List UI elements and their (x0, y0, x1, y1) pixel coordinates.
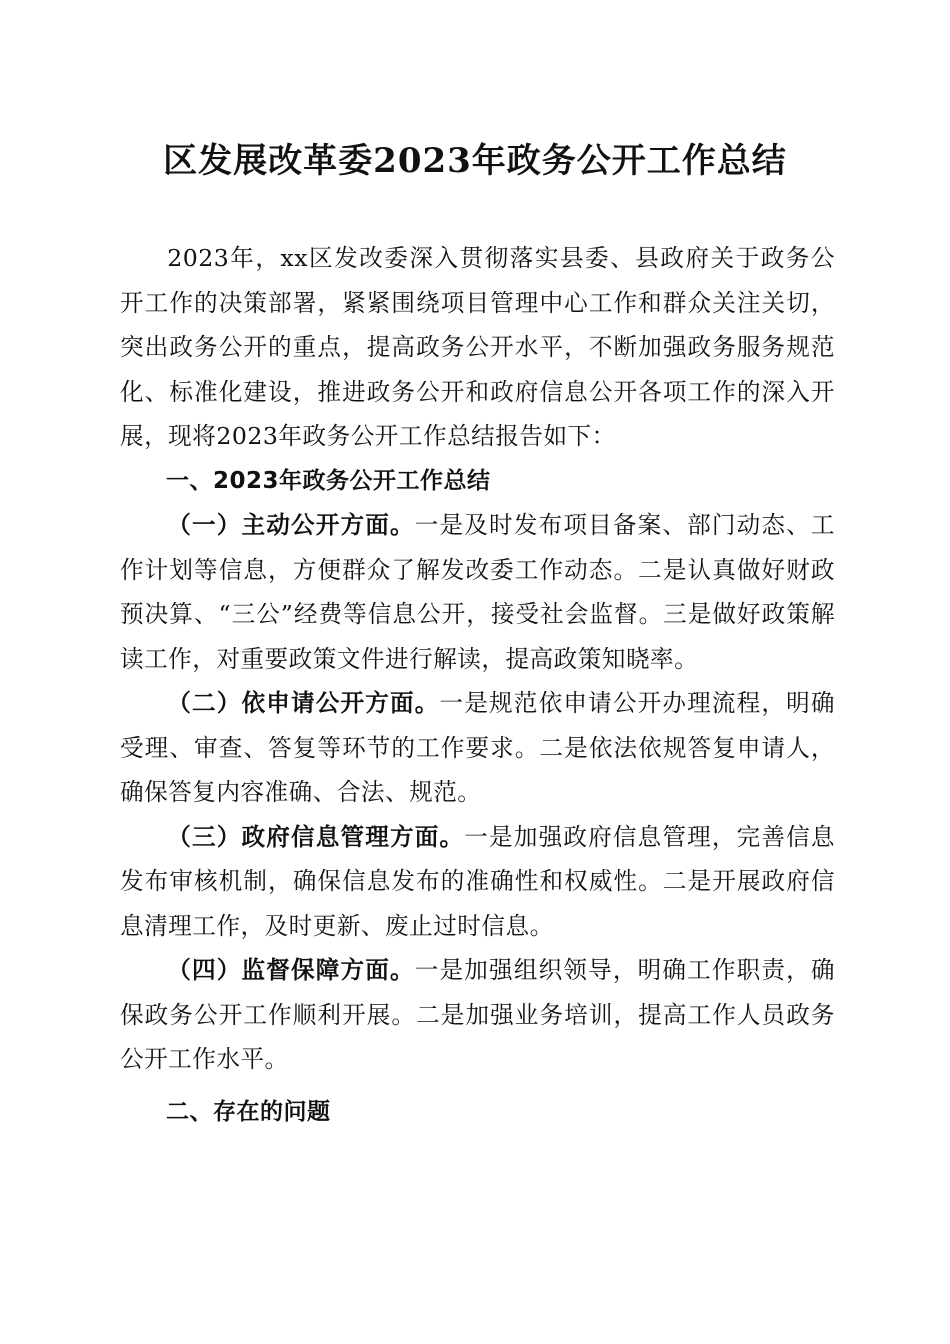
document-body (120, 236, 835, 1134)
section-heading-summary: 一、2023年政务公开工作总结 (166, 467, 491, 494)
item-paragraph (120, 681, 835, 815)
item-text: 一是加强组织领导，明确工作职责，确保政务公开工作顺利开展。二是加强业务培训，提高工作人员政务公开工作水平。 (120, 956, 836, 1073)
document-title: 区发展改革委2023年政务公开工作总结 (163, 141, 787, 181)
section-heading-problems: 二、存在的问题 (166, 1098, 331, 1125)
item-text: 一是规范依申请公开办理流程，明确受理、审查、答复等环节的工作要求。二是依法依规答复申请人，确保答复内容准确、合法、规范。 (120, 689, 835, 806)
intro-paragraph: 2023年，xx区发改委深入贯彻落实县委、县政府关于政务公开工作的决策部署，紧紧围绕项目管理中心工作和群众关注关切，突出政务公开的重点，提高政务公开水平，不断加强政务服务规范化、标准化建设，推进政务公开和政府信息公开各项工作的深入开展，现将2023年政务公开工作总结报告如下： (120, 244, 835, 450)
item-text: 一是及时发布项目备案、部门动态、工作计划等信息，方便群众了解发改委工作动态。二是认真做好财政预决算、“三公”经费等信息公开，接受社会监督。三是做好政策解读工作，对重要政策文件进行解读，提高政策知晓率。 (120, 511, 836, 673)
item-text: 一是加强政府信息管理，完善信息发布审核机制，确保信息发布的准确性和权威性。二是开展政府信息清理工作，及时更新、废止过时信息。 (120, 822, 836, 940)
item-paragraph (120, 503, 835, 681)
item-lead: （一）主动公开方面。 (167, 511, 415, 539)
item-paragraph (120, 815, 835, 949)
item-lead: （四）监督保障方面。 (167, 956, 415, 984)
item-lead: （二）依申请公开方面。 (167, 689, 440, 717)
item-paragraph (120, 948, 835, 1082)
item-lead: （三）政府信息管理方面。 (167, 822, 465, 851)
